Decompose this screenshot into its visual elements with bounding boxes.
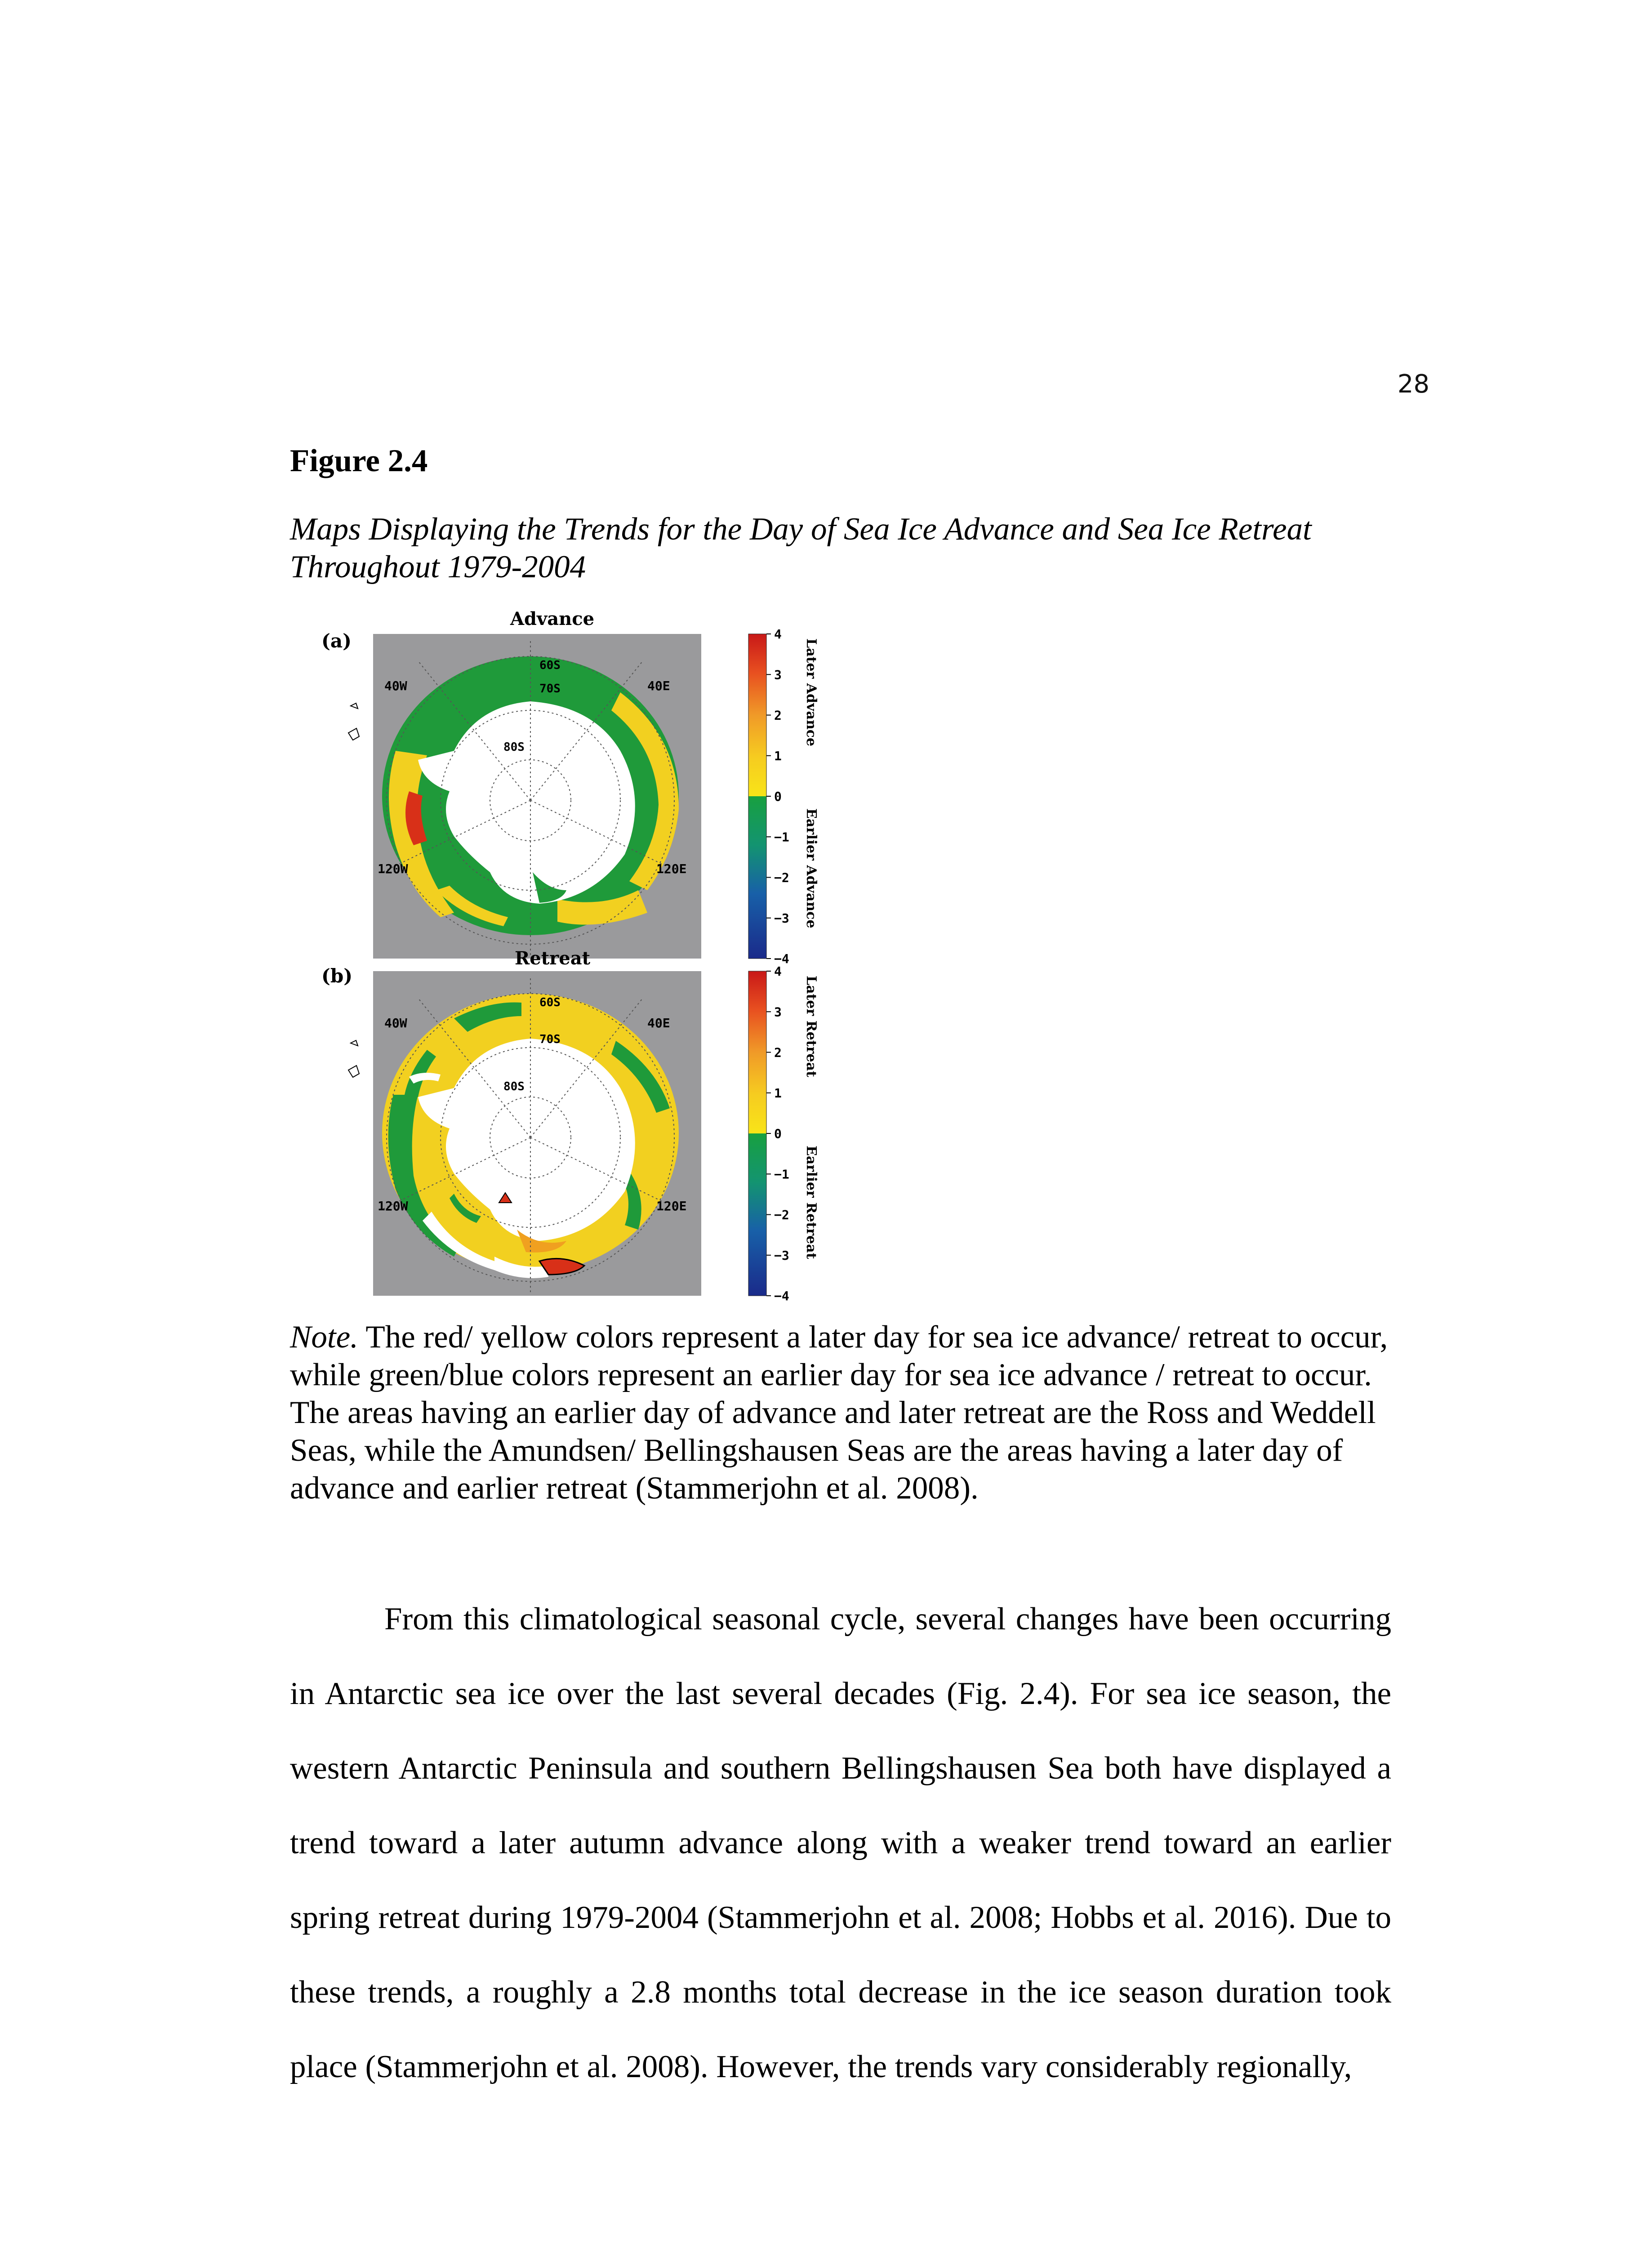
map-label: 40E (647, 1016, 670, 1030)
map-label: 70S (539, 1033, 561, 1046)
colorbar-tick-label: 1 (774, 748, 782, 763)
colorbar-tick-label: 0 (774, 1126, 782, 1141)
colorbar-tick-label: 1 (774, 1085, 782, 1101)
colorbar-tick-label: −2 (774, 1207, 789, 1222)
map-label: 40W (384, 1016, 407, 1030)
figure-caption: Maps Displaying the Trends for the Day of Sea Ice Advance and Sea Ice Retreat Throughout 1979-2004 (290, 512, 1312, 584)
body-paragraph (290, 1582, 1391, 2104)
map-label: 120W (378, 1199, 408, 1213)
panel-retreat (321, 948, 819, 1303)
colorbar-tick-label: 4 (774, 964, 782, 979)
colorbar-retreat (748, 964, 819, 1303)
page-number: 28 (1397, 370, 1429, 399)
figure-maps (306, 602, 868, 1322)
colorbar-label-top: Later Retreat (803, 976, 819, 1077)
map-label: 60S (539, 659, 561, 672)
colorbar-label-top: Later Advance (803, 638, 819, 747)
map-label: 120E (656, 1199, 687, 1213)
colorbar-tick-label: 2 (774, 708, 782, 723)
panel-title: Advance (510, 608, 595, 629)
map-advance (348, 634, 701, 959)
colorbar-label-bottom: Earlier Retreat (803, 1146, 819, 1259)
map-label: 80S (503, 1080, 525, 1093)
colorbar-advance (748, 627, 819, 966)
colorbar-label-bottom: Earlier Advance (803, 808, 819, 928)
colorbar-tick-label: 3 (774, 667, 782, 682)
note-label: Note. (290, 1320, 358, 1355)
map-retreat (348, 971, 701, 1296)
map-label: 70S (539, 682, 561, 696)
map-label: 80S (503, 740, 525, 754)
figure-note (290, 1318, 1391, 1507)
note-text: The red/ yellow colors represent a later day for sea ice advance/ retreat to occur, while green/blue colors represent an earlier day for sea ice advance / retreat to occur. The areas having an earlier day of advance and later retreat are the Ross and Weddell Seas, while the Amundsen/ Bellingshausen Seas are the areas having a later day of advance and earlier retreat (Stammerjohn et al. 2008). (290, 1320, 1388, 1506)
colorbar-tick-label: 3 (774, 1004, 782, 1020)
colorbar-tick-label: −3 (774, 1248, 789, 1263)
map-label: 40E (647, 678, 670, 693)
colorbar-tick-label: 0 (774, 789, 782, 804)
map-label: 120W (378, 861, 408, 876)
colorbar-tick-label: 2 (774, 1045, 782, 1060)
panel-title: Retreat (515, 948, 591, 969)
colorbar-tick-label: −1 (774, 830, 789, 845)
colorbar-tick-label: −4 (774, 951, 789, 966)
panel-advance (321, 608, 819, 966)
colorbar-tick-label: −2 (774, 870, 789, 885)
map-label: 60S (539, 996, 561, 1009)
panel-tag: (a) (321, 630, 352, 652)
figure-label: Figure 2.4 (290, 443, 428, 478)
colorbar-tick-label: −3 (774, 910, 789, 926)
colorbar-tick-label: −4 (774, 1289, 789, 1303)
map-label: 40W (384, 678, 407, 693)
panel-tag: (b) (321, 965, 353, 987)
colorbar-tick-label: −1 (774, 1167, 789, 1182)
colorbar-tick-label: 4 (774, 627, 782, 642)
map-label: 120E (656, 861, 687, 876)
body-paragraph-text: From this climatological seasonal cycle, several changes have been occurring in Antarctic sea ice over the last several decades (Fig. 2.4). For sea ice season, the western Antarctic Peninsula and southern Bellingshausen Sea both have displayed a trend toward a later autumn advance along with a weaker trend toward an earlier spring retreat during 1979-2004 (Stammerjohn et al. 2008; Hobbs et al. 2016). Due to these trends, a roughly a 2.8 months total decrease in the ice season duration took place (Stammerjohn et al. 2008). However, the trends vary considerably regionally, (290, 1601, 1391, 2084)
